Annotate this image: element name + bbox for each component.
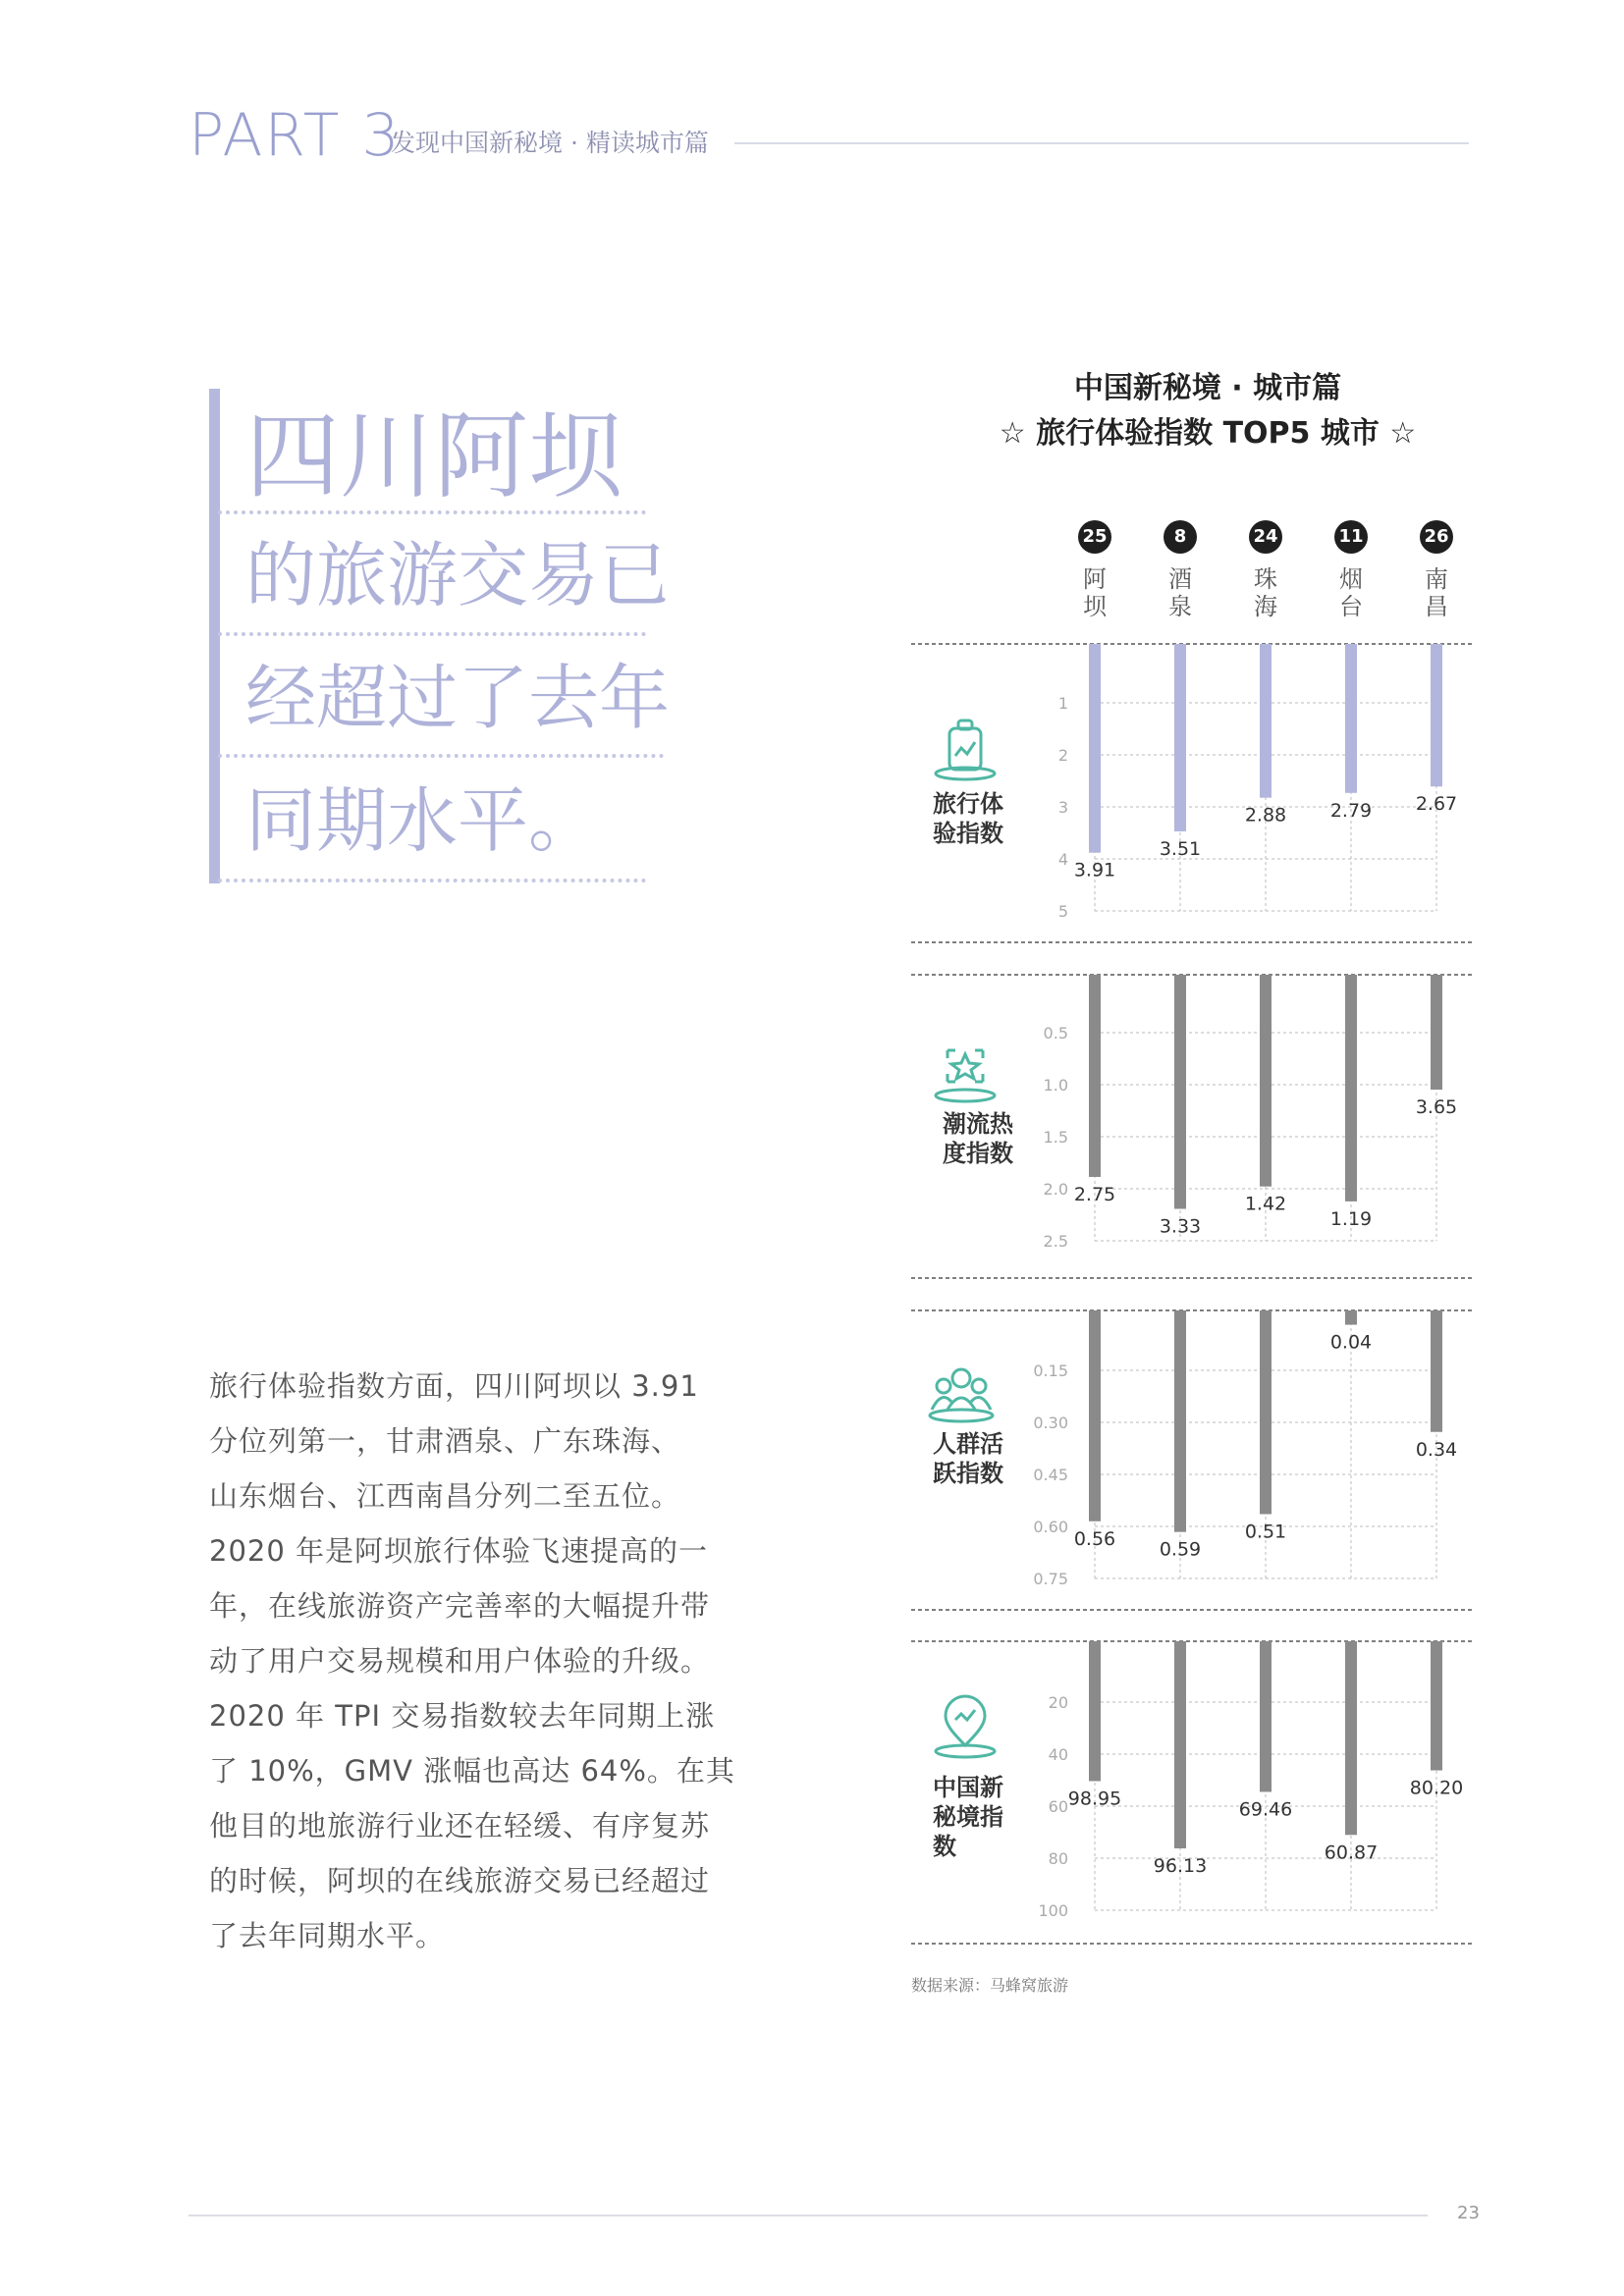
data-label: 3.51	[1159, 837, 1202, 860]
section-subtitle: 发现中国新秘境 · 精读城市篇	[391, 129, 709, 157]
page-number: 23	[1457, 2203, 1480, 2223]
rank-badge: 24	[1249, 520, 1282, 554]
data-label: 2.79	[1329, 799, 1373, 822]
quote-line-1: 四川阿坝	[245, 401, 623, 511]
y-tick-label: 0.60	[1033, 1518, 1068, 1536]
city-label: 阿坝	[1083, 565, 1107, 620]
y-tick-label: 1.0	[1043, 1076, 1068, 1095]
bar-阿坝	[1089, 644, 1101, 853]
chart-subtitle: ☆ 旅行体验指数 TOP5 城市 ☆	[999, 416, 1417, 451]
rank-badge: 8	[1164, 520, 1197, 554]
bar-南昌	[1431, 644, 1442, 786]
panel-label-travel-experience: 旅行体验指数	[933, 790, 1003, 847]
y-tick-label: 5	[1057, 902, 1068, 921]
y-tick-label: 1	[1057, 694, 1068, 713]
y-tick-label: 80	[1048, 1849, 1068, 1868]
data-label: 0.34	[1415, 1438, 1458, 1461]
quote-line-3: 经超过了去年	[245, 657, 671, 739]
data-label: 3.65	[1415, 1096, 1458, 1119]
data-label: 3.91	[1073, 859, 1116, 881]
y-tick-label: 2.5	[1043, 1232, 1068, 1251]
bar-阿坝	[1089, 975, 1101, 1177]
panel-label-trend-heat: 潮流热度指数	[943, 1110, 1013, 1167]
luggage-icon	[930, 717, 1001, 781]
chart-title: 中国新秘境 · 城市篇	[1073, 371, 1342, 405]
city-label: 南昌	[1425, 565, 1448, 620]
data-label: 2.75	[1073, 1183, 1116, 1205]
y-tick-label: 100	[1038, 1901, 1068, 1920]
body-line: 年，在线旅游资产完善率的大幅提升带	[209, 1589, 711, 1623]
data-label: 3.33	[1159, 1215, 1202, 1238]
data-label: 98.95	[1067, 1788, 1122, 1810]
bar-烟台	[1345, 1310, 1357, 1325]
y-tick-label: 4	[1057, 850, 1068, 869]
panel-label-crowd-activity: 人群活跃指数	[933, 1430, 1003, 1487]
data-label: 0.04	[1329, 1331, 1373, 1354]
bar-珠海	[1260, 644, 1272, 798]
footer-divider	[189, 2215, 1428, 2216]
bar-酒泉	[1174, 1641, 1186, 1848]
body-line: 了去年同期水平。	[209, 1919, 446, 1952]
y-tick-label: 0.45	[1033, 1466, 1068, 1484]
bar-酒泉	[1174, 644, 1186, 831]
y-tick-label: 0.75	[1033, 1570, 1068, 1588]
bar-南昌	[1431, 1641, 1442, 1771]
body-line: 的时候，阿坝的在线旅游交易已经超过	[209, 1864, 711, 1897]
bar-珠海	[1260, 1310, 1272, 1514]
city-label: 烟台	[1339, 565, 1363, 620]
y-tick-label: 0.5	[1043, 1024, 1068, 1042]
city-label: 酒泉	[1168, 565, 1192, 620]
bar-烟台	[1345, 1641, 1357, 1835]
y-tick-label: 3	[1057, 798, 1068, 817]
bar-酒泉	[1174, 1310, 1186, 1532]
quote-line-2: 的旅游交易已	[245, 534, 671, 616]
bar-珠海	[1260, 975, 1272, 1187]
data-label: 0.51	[1244, 1521, 1287, 1543]
body-line: 动了用户交易规模和用户体验的升级。	[209, 1644, 711, 1678]
y-tick-label: 1.5	[1043, 1128, 1068, 1147]
body-line: 了 10%，GMV 涨幅也高达 64%。在其	[209, 1754, 735, 1788]
body-line: 分位列第一，甘肃酒泉、广东珠海、	[209, 1424, 681, 1458]
data-label: 1.42	[1244, 1193, 1287, 1215]
body-line: 2020 年是阿坝旅行体验飞速提高的一	[209, 1534, 709, 1568]
data-label: 0.56	[1073, 1527, 1116, 1550]
body-line: 山东烟台、江西南昌分列二至五位。	[209, 1479, 681, 1513]
bar-酒泉	[1174, 975, 1186, 1208]
data-label: 60.87	[1324, 1842, 1379, 1864]
data-label: 96.13	[1153, 1854, 1208, 1877]
source-note: 数据来源：马蜂窝旅游	[911, 1976, 1069, 1995]
y-tick-label: 2.0	[1043, 1180, 1068, 1199]
data-label: 0.59	[1159, 1538, 1202, 1561]
y-tick-label: 60	[1048, 1797, 1068, 1816]
bar-阿坝	[1089, 1310, 1101, 1522]
bar-烟台	[1345, 644, 1357, 793]
data-label: 80.20	[1409, 1777, 1464, 1799]
bar-烟台	[1345, 975, 1357, 1201]
rank-badge: 11	[1334, 520, 1368, 554]
location-pin-icon	[930, 1694, 1001, 1759]
panel-label-new-frontier: 中国新秘境指数	[933, 1774, 1003, 1860]
y-tick-label: 20	[1048, 1693, 1068, 1712]
quote-line-4: 同期水平。	[245, 779, 600, 862]
data-label: 2.67	[1415, 793, 1458, 816]
y-tick-label: 0.30	[1033, 1414, 1068, 1432]
bar-阿坝	[1089, 1641, 1101, 1781]
bar-南昌	[1431, 975, 1442, 1090]
star-frame-icon	[930, 1039, 1001, 1103]
y-tick-label: 0.15	[1033, 1362, 1068, 1380]
body-line: 2020 年 TPI 交易指数较去年同期上涨	[209, 1699, 716, 1733]
part-label: PART 3	[189, 101, 402, 170]
rank-badge: 26	[1420, 520, 1453, 554]
y-tick-label: 40	[1048, 1745, 1068, 1764]
data-label: 69.46	[1238, 1798, 1293, 1821]
rank-badge: 25	[1078, 520, 1111, 554]
people-icon	[926, 1361, 997, 1425]
data-label: 1.19	[1329, 1207, 1373, 1230]
bar-南昌	[1431, 1310, 1442, 1432]
body-line: 旅行体验指数方面，四川阿坝以 3.91	[209, 1369, 699, 1403]
body-line: 他目的地旅游行业还在轻缓、有序复苏	[209, 1809, 711, 1842]
y-tick-label: 2	[1057, 746, 1068, 765]
bar-珠海	[1260, 1641, 1272, 1791]
city-label: 珠海	[1254, 565, 1277, 620]
data-label: 2.88	[1244, 804, 1287, 827]
